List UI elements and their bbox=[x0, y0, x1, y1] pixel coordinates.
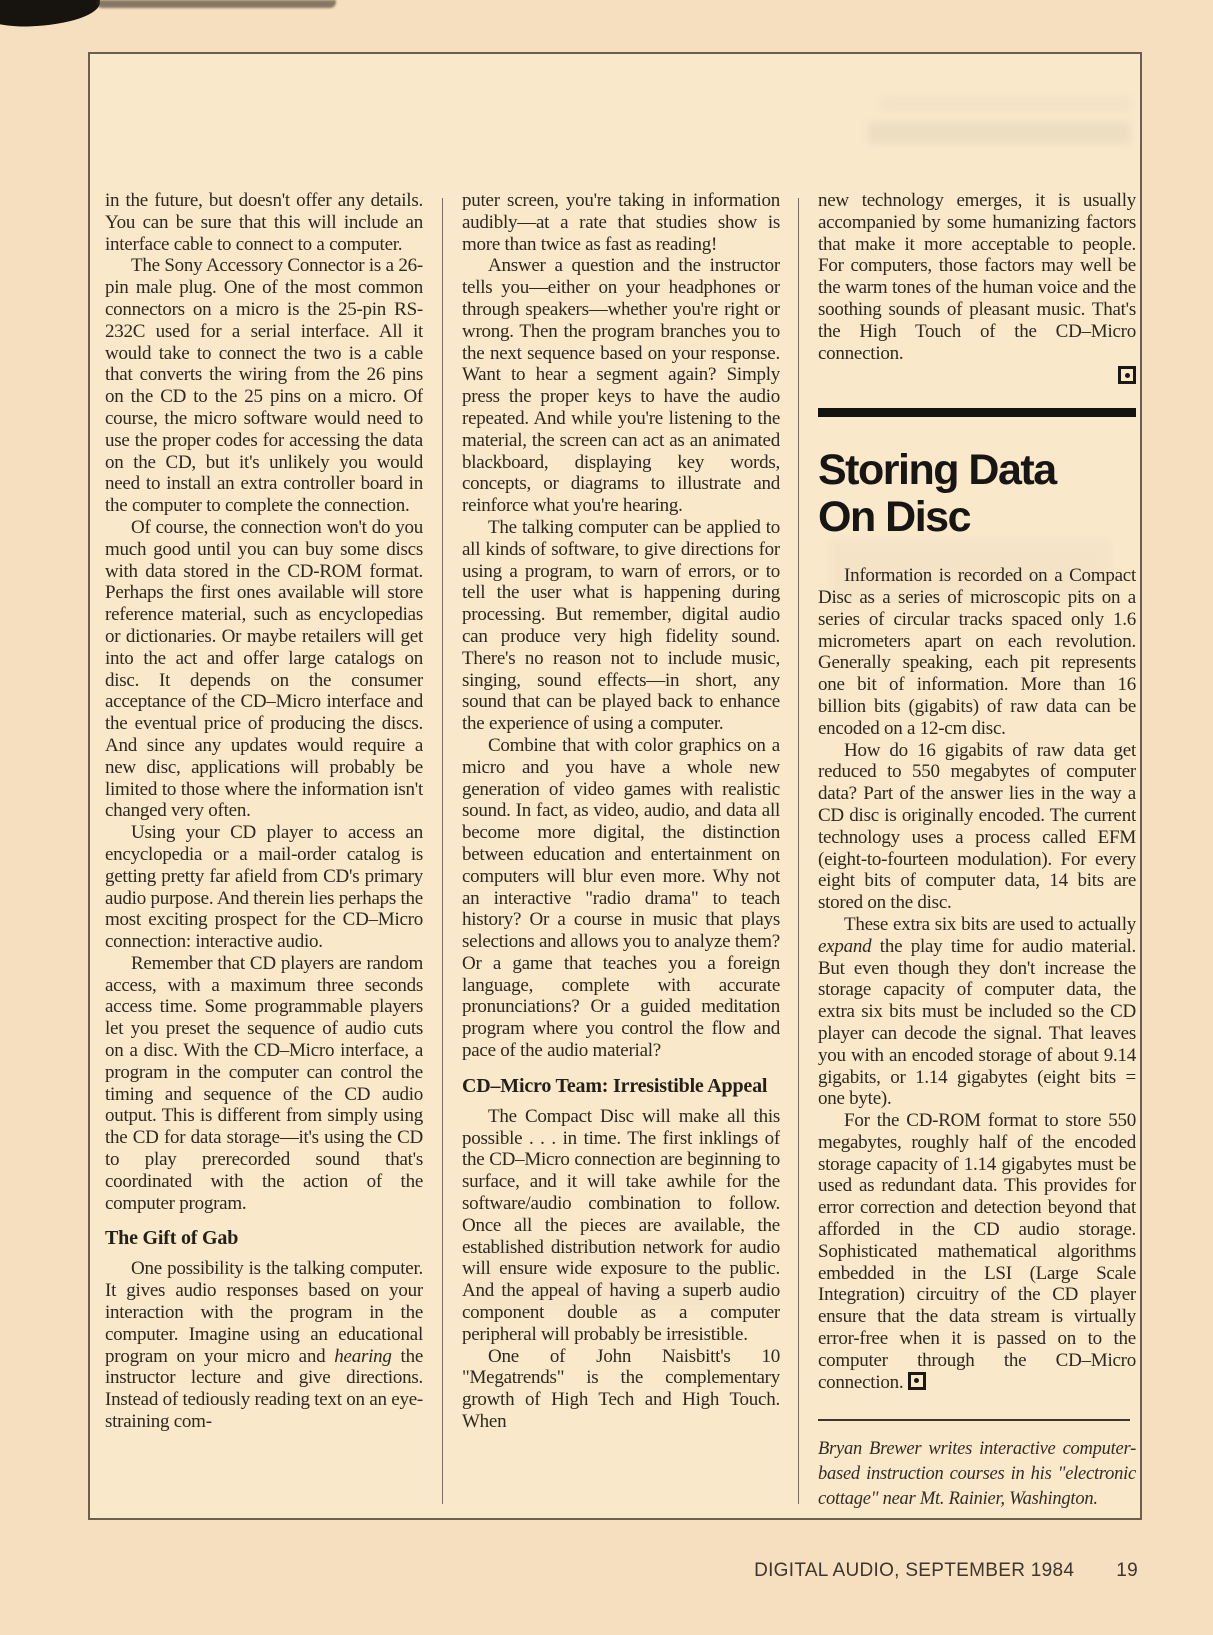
paragraph bbox=[818, 914, 1136, 1110]
scan-corner-smudge bbox=[0, 0, 101, 28]
magazine-name-and-issue: DIGITAL AUDIO, SEPTEMBER 1984 bbox=[754, 1560, 1075, 1581]
paragraph-text: the instructor lecture and give directions. Instead of tediously reading text on an eye-straining com- bbox=[105, 1345, 423, 1433]
paragraph-text: These extra six bits are used to actually bbox=[844, 913, 1136, 935]
text-column-3 bbox=[818, 190, 1136, 1510]
paragraph: Remember that CD players are random access, with a maximum three seconds access time. Some programmable players let you preset the sequence of audio cuts on a disc. With the CD–Micro interface, a program in the computer can control the timing and sequence of the CD audio output. This is different from simply using the CD for data storage—it's using the CD to play prerecorded sound that's coordinated with the action of the computer program. bbox=[105, 952, 423, 1214]
paragraph-text: For the CD-ROM format to store 550 megabytes, roughly half of the encoded storage capacity of 1.14 gigabytes must be used as redundant data. This provides for error correction and detection beyond that afforded in the CD audio storage. Sophisticated mathematical algorithms embedded in the LSI (Large Scale Integration) circuitry of the CD player ensure that the data stream is virtually error-free when it is passed on to the computer through the CD–Micro connection. bbox=[818, 1110, 1136, 1393]
paragraph: Answer a question and the instructor tells you—either on your headphones or through speakers—whether you're right or wrong. Then the program branches you to the next sequence based on your response. Want to hear a segment again? Simply press the proper keys to have the audio repeated. And while you're listening to the material, the screen can act as an animated blackboard, displaying key words, concepts, or diagrams to illustrate and reinforce what you're hearing. bbox=[462, 255, 780, 517]
paragraph: Of course, the connection won't do you much good until you can buy some discs with data stored in the CD-ROM format. Perhaps the first ones available will store reference material, such as encyclopedias or dictionaries. Or maybe retailers will get into the act and offer large catalogs on disc. It depends on the consumer acceptance of the CD–Micro interface and the eventual price of producing the discs. And since any updates would require a new disc, applications will probably be limited to those where the information isn't changed very often. bbox=[105, 516, 423, 822]
page-footer bbox=[0, 1560, 1138, 1582]
paragraph: How do 16 gigabits of raw data get reduced to 550 megabytes of computer data? Part of the answer lies in the way a CD disc is originally encoded. The current technology uses a process called EFM (eight-to-fourteen modulation). For every eight bits of computer data, 14 bits are stored on the disc. bbox=[818, 739, 1136, 914]
paragraph: Using your CD player to access an encyclopedia or a mail-order catalog is getting pretty far afield from CD's primary audio purpose. And therein lies perhaps the most exciting prospect for the CD–Micro connection: interactive audio. bbox=[105, 822, 423, 953]
paragraph: One of John Naisbitt's 10 "Megatrends" is the complementary growth of High Tech and High Touch. When bbox=[462, 1345, 780, 1433]
paragraph: new technology emerges, it is usually accompanied by some humanizing factors that make it more acceptable to people. For computers, those factors may well be the warm tones of the human voice and the soothing sounds of pleasant music. That's the High Touch of the CD–Micro connection. bbox=[818, 190, 1136, 364]
italic-word: hearing bbox=[334, 1345, 392, 1367]
end-of-article-icon bbox=[1118, 366, 1136, 384]
text-column-1 bbox=[105, 190, 423, 1510]
paragraph-text: the play time for audio material. But even though they don't increase the storage capacity of computer data, the extra six bits must be included so the CD player can decode the signal. That leaves you with an encoded storage of about 9.14 gigabits, or 1.14 gigabytes (eight bits = one byte). bbox=[818, 935, 1136, 1110]
end-of-article-icon bbox=[908, 1372, 926, 1390]
headline-line: Storing Data bbox=[818, 446, 1056, 495]
page-number: 19 bbox=[1116, 1560, 1138, 1581]
paragraph bbox=[818, 1110, 1136, 1393]
subhead-the-gift-of-gab: The Gift of Gab bbox=[105, 1227, 239, 1250]
subhead-cd-micro-team: CD–Micro Team: Irresistible Appeal bbox=[462, 1074, 768, 1097]
paragraph bbox=[105, 1258, 423, 1432]
column-divider bbox=[442, 198, 443, 1504]
end-of-article-line bbox=[818, 366, 1136, 388]
headline-line: On Disc bbox=[818, 493, 970, 542]
column-divider bbox=[798, 198, 799, 1504]
text-column-2 bbox=[462, 190, 780, 1510]
scan-top-smear bbox=[96, 0, 336, 8]
article-headline bbox=[818, 447, 1136, 541]
paragraph: The talking computer can be applied to all kinds of software, to give directions for using a program, to warn of errors, or to tell the user what is happening during processing. But remember, digital audio can produce very high fidelity sound. There's no reason not to include music, singing, sound effects—in short, any sound that can be played back to enhance the experience of using a computer. bbox=[462, 516, 780, 735]
paragraph: Combine that with color graphics on a micro and you have a whole new generation of video games with realistic sound. In fact, as video, audio, and data all become more digital, the distinction between education and entertainment on computers will blur even more. Why not an interactive "radio drama" to teach history? Or a course in music that plays selections and allows you to analyze them? Or a game that teaches you a foreign language, complete with accurate pronunciations? Or a guided meditation program where you control the flow and pace of the audio material? bbox=[462, 734, 780, 1062]
paragraph: The Compact Disc will make all this possible . . . in time. The first inklings of the CD–Micro connection are beginning to surface, and it will take awhile for the software/audio combination to follow. Once all the pieces are available, the established distribution network for audio will ensure wide exposure to the public. And the appeal of having a superb audio component double as a computer peripheral will probably be irresistible. bbox=[462, 1105, 780, 1345]
paragraph: in the future, but doesn't offer any details. You can be sure that this will include an interface cable to connect to a computer. bbox=[105, 190, 423, 255]
paragraph: Information is recorded on a Compact Disc as a series of microscopic pits on a series of circular tracks spaced only 1.6 micrometers apart on each revolution. Generally speaking, each pit represents one bit of information. More than 16 billion bits (gigabits) of raw data can be encoded on a 12-cm disc. bbox=[818, 565, 1136, 739]
paragraph: puter screen, you're taking in information audibly—at a rate that studies show is more than twice as fast as reading! bbox=[462, 190, 780, 255]
author-bio: Bryan Brewer writes interactive computer-based instruction courses in his "electronic cottage" near Mt. Rainier, Washington. bbox=[818, 1439, 1136, 1510]
article-separator-rule bbox=[818, 408, 1136, 417]
italic-word: expand bbox=[818, 935, 872, 957]
author-bio-separator bbox=[818, 1419, 1130, 1421]
paragraph: The Sony Accessory Connector is a 26-pin male plug. One of the most common connectors on a micro is the 25-pin RS-232C used for a serial interface. All it would take to connect the two is a cable that converts the wiring from the 26 pins on the CD to the 25 pins on a micro. Of course, the micro software would need to use the proper codes for accessing the data on the CD, but it's unlikely you would need to install an extra controller board in the computer to complete the connection. bbox=[105, 255, 423, 517]
paragraph-text: One possibility is the talking computer. It gives audio responses based on your interaction with the program in the computer. Imagine using an educational program on your micro and bbox=[105, 1258, 423, 1367]
